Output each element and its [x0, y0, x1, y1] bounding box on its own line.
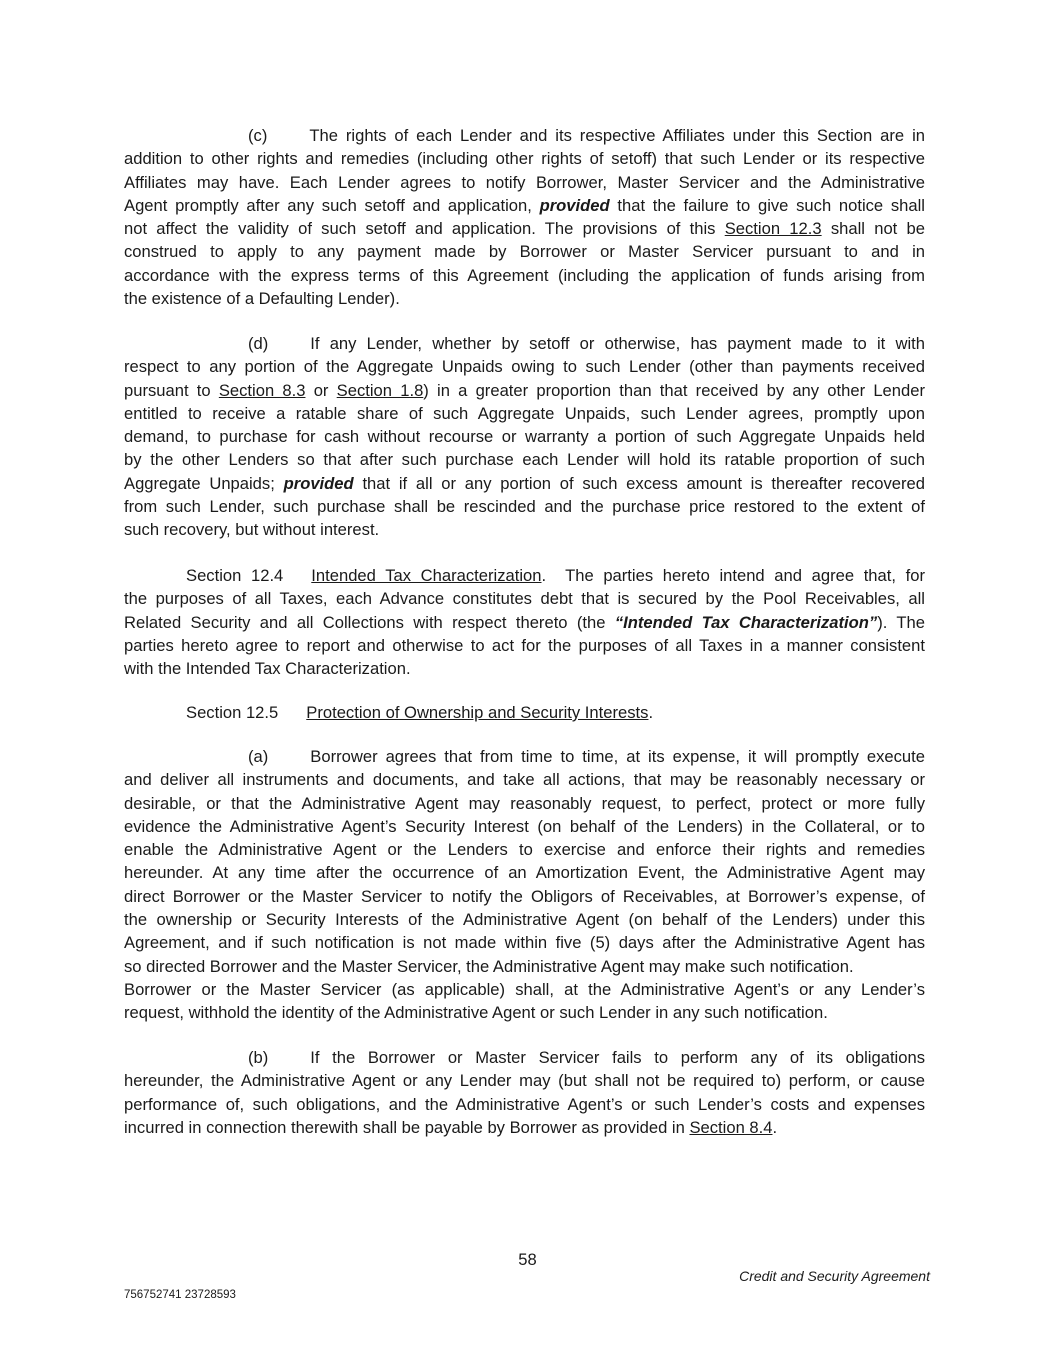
section-12-5: [124, 701, 925, 724]
paragraph-label: (c): [248, 126, 268, 145]
text-line: so directed Borrower and the Master Servicer, the Administrative Agent may make such notification.: [124, 956, 854, 976]
text-line: Agent promptly after any such setoff and application, provided that the failure to give such notice shall: [124, 195, 925, 215]
defined-term: “Intended Tax Characterization”: [614, 612, 878, 632]
text-line: (c) The rights of each Lender and its respective Affiliates under this Section are in: [248, 126, 925, 145]
text-line: Related Security and all Collections with respect thereto (the “Intended Tax Characterization”). The: [124, 612, 925, 632]
section-reference: Section 8.3: [218, 380, 306, 400]
emphasis-provided: provided: [283, 473, 354, 493]
footer-document-title: Credit and Security Agreement: [739, 1268, 930, 1284]
text-line: with the Intended Tax Characterization.: [124, 659, 411, 679]
text-line: Aggregate Unpaids; provided that if all or any portion of such excess amount is thereafter recovered: [124, 473, 925, 493]
text-line: not affect the validity of such setoff and application. The provisions of this Section 12.3 shall not be: [124, 219, 925, 239]
text-line: the existence of a Defaulting Lender).: [124, 289, 400, 309]
footer-document-id: 756752741 23728593: [124, 1289, 236, 1301]
text-line: by the other Lenders so that after such purchase each Lender will hold its ratable proportion of such: [124, 450, 925, 470]
text-line: Agreement, and if such notification is not made within five (5) days after the Administrative Agent has: [124, 933, 925, 953]
section-reference: Section 1.8: [336, 380, 424, 400]
text-line: Affiliates may have. Each Lender agrees to notify Borrower, Master Servicer and the Administrative: [124, 172, 925, 192]
text-line: addition to other rights and remedies (including other rights of setoff) that such Lender or its respective: [124, 149, 925, 169]
text-line: Borrower or the Master Servicer (as applicable) shall, at the Administrative Agent’s or any Lender’s: [124, 979, 925, 999]
section-number: Section 12.4: [186, 566, 284, 585]
text-line: the ownership or Security Interests of the Administrative Agent (on behalf of the Lenders) under this: [124, 910, 925, 930]
section-reference: Section 8.4: [689, 1117, 773, 1137]
paragraph-d: [124, 332, 925, 542]
section-number: Section 12.5: [186, 703, 279, 722]
text-line: evidence the Administrative Agent’s Security Interest (on behalf of the Lenders) in the Collateral, or to: [124, 816, 925, 836]
paragraph-a: [124, 745, 925, 1025]
paragraph-label: (b): [248, 1048, 269, 1067]
emphasis-provided: provided: [539, 195, 610, 215]
paragraph-label: (a): [248, 747, 269, 766]
text-line: request, withhold the identity of the Administrative Agent or such Lender in any such notification.: [124, 1003, 828, 1023]
text-line: construed to apply to any payment made by Borrower or Master Servicer pursuant to and in: [124, 242, 925, 262]
paragraph-c: [124, 124, 925, 310]
text-line: (a) Borrower agrees that from time to time, at its expense, it will promptly execute: [248, 747, 925, 766]
text-line: and deliver all instruments and documents, and take all actions, that may be reasonably necessary or: [124, 770, 925, 790]
paragraph-label: (d): [248, 334, 269, 353]
text-line: (d) If any Lender, whether by setoff or otherwise, has payment made to it with: [248, 334, 925, 353]
text-line: entitled to receive a ratable share of such Aggregate Unpaids, such Lender agrees, promptly upon: [124, 403, 925, 423]
text-line: parties hereto agree to report and otherwise to act for the purposes of all Taxes in a manner consistent: [124, 635, 925, 655]
text-line: hereunder. At any time after the occurrence of an Amortization Event, the Administrative Agent may: [124, 863, 925, 883]
text-line: performance of, such obligations, and the Administrative Agent’s or such Lender’s costs and expenses: [124, 1094, 925, 1114]
text-line: respect to any portion of the Aggregate Unpaids owing to such Lender (other than payments received: [124, 357, 925, 377]
text-line: desirable, or that the Administrative Agent may reasonably request, to perfect, protect or more fully: [124, 793, 925, 813]
page-number: 58: [518, 1250, 537, 1269]
section-heading: Intended Tax Characterization: [311, 566, 542, 585]
text-line: incurred in connection therewith shall be payable by Borrower as provided in Section 8.4.: [124, 1117, 778, 1137]
section-heading: Protection of Ownership and Security Interests: [306, 703, 649, 722]
paragraph-b: [124, 1046, 925, 1139]
text-line: hereunder, the Administrative Agent or any Lender may (but shall not be required to) perform, or cause: [124, 1071, 925, 1091]
text-line: the purposes of all Taxes, each Advance constitutes debt that is secured by the Pool Receivables, all: [124, 589, 925, 609]
text-line: such recovery, but without interest.: [124, 520, 380, 540]
text-line: Section 12.5 Protection of Ownership and Security Interests.: [186, 703, 654, 722]
text-line: pursuant to Section 8.3 or Section 1.8) in a greater proportion than that received by any other Lender: [124, 380, 925, 400]
text-line: from such Lender, such purchase shall be rescinded and the purchase price restored to the extent of: [124, 497, 925, 517]
text-line: enable the Administrative Agent or the Lenders to exercise and enforce their rights and remedies: [124, 840, 925, 860]
text-line: direct Borrower or the Master Servicer to notify the Obligors of Receivables, at Borrower’s expense, of: [124, 886, 925, 906]
text-line: Section 12.4 Intended Tax Characterization. The parties hereto intend and agree that, for: [186, 566, 925, 585]
text-line: (b) If the Borrower or Master Servicer fails to perform any of its obligations: [248, 1048, 925, 1067]
text-line: demand, to purchase for cash without recourse or warranty a portion of such Aggregate Unpaids held: [124, 427, 925, 447]
section-reference: Section 12.3: [724, 219, 822, 239]
section-12-4: [124, 564, 925, 680]
text-line: accordance with the express terms of this Agreement (including the application of funds arising from: [124, 265, 925, 285]
